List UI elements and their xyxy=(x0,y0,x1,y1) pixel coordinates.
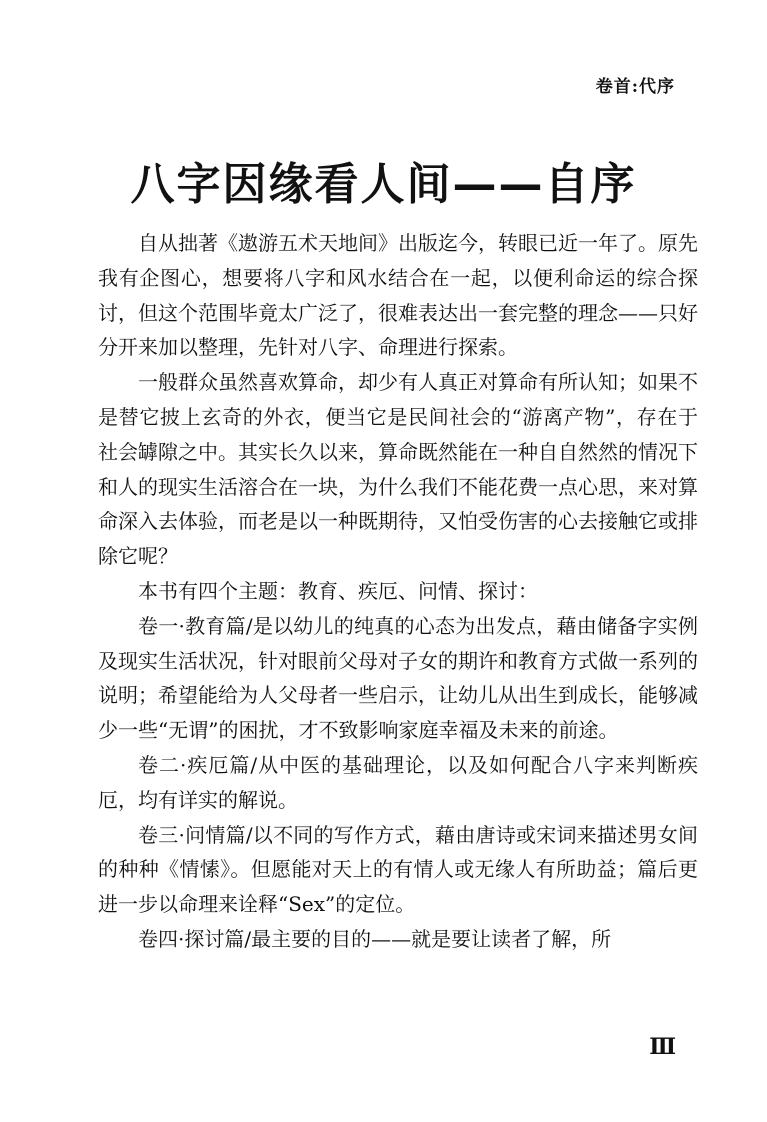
paragraph-7: 卷四·探讨篇/最主要的目的——就是要让读者了解，所 xyxy=(138,926,612,951)
paragraph-6: 卷三·问情篇/以不同的写作方式，藉由唐诗或宋词来描述男女间的种种《情愫》。但愿能对天上的有情人或无缘人有所助益；篇后更进一步以命理来诠释“Sex”的定位。 xyxy=(98,822,698,917)
body-text xyxy=(98,226,698,957)
paragraph-2: 一般群众虽然喜欢算命，却少有人真正对算命有所认知；如果不是替它披上玄奇的外衣，便当它是民间社会的“游离产物”，存在于社会罅隙之中。其实长久以来，算命既然能在一种自自然然的情况下和人的现实生活溶合在一块，为什么我们不能花费一点心思，来对算命深入去体验，而老是以一种既期待，又怕受伤害的心去接触它或排除它呢？ xyxy=(98,370,698,569)
page-number: Ⅲ xyxy=(649,1034,675,1060)
paragraph-5: 卷二·疾厄篇/从中医的基础理论，以及如何配合八字来判断疾厄，均有详实的解说。 xyxy=(98,752,698,812)
paragraph-1: 自从拙著《遨游五术天地间》出版迄今，转眼已近一年了。原先我有企图心，想要将八字和风水结合在一起，以便利命运的综合探讨，但这个范围毕竟太广泛了，很难表达出一套完整的理念——只好分开来加以整理，先针对八字、命理进行探索。 xyxy=(98,231,698,360)
page-title: 八字因缘看人间——自序 xyxy=(130,159,637,210)
running-header: 卷首:代序 xyxy=(595,77,675,97)
paragraph-3: 本书有四个主题：教育、疾厄、问情、探讨： xyxy=(138,578,538,603)
paragraph-4: 卷一·教育篇/是以幼儿的纯真的心态为出发点，藉由储备字实例及现实生活状况，针对眼前父母对子女的期许和教育方式做一系列的说明；希望能给为人父母者一些启示，让幼儿从出生到成长，能够减少一些“无谓”的困扰，才不致影响家庭幸福及未来的前途。 xyxy=(98,613,698,743)
